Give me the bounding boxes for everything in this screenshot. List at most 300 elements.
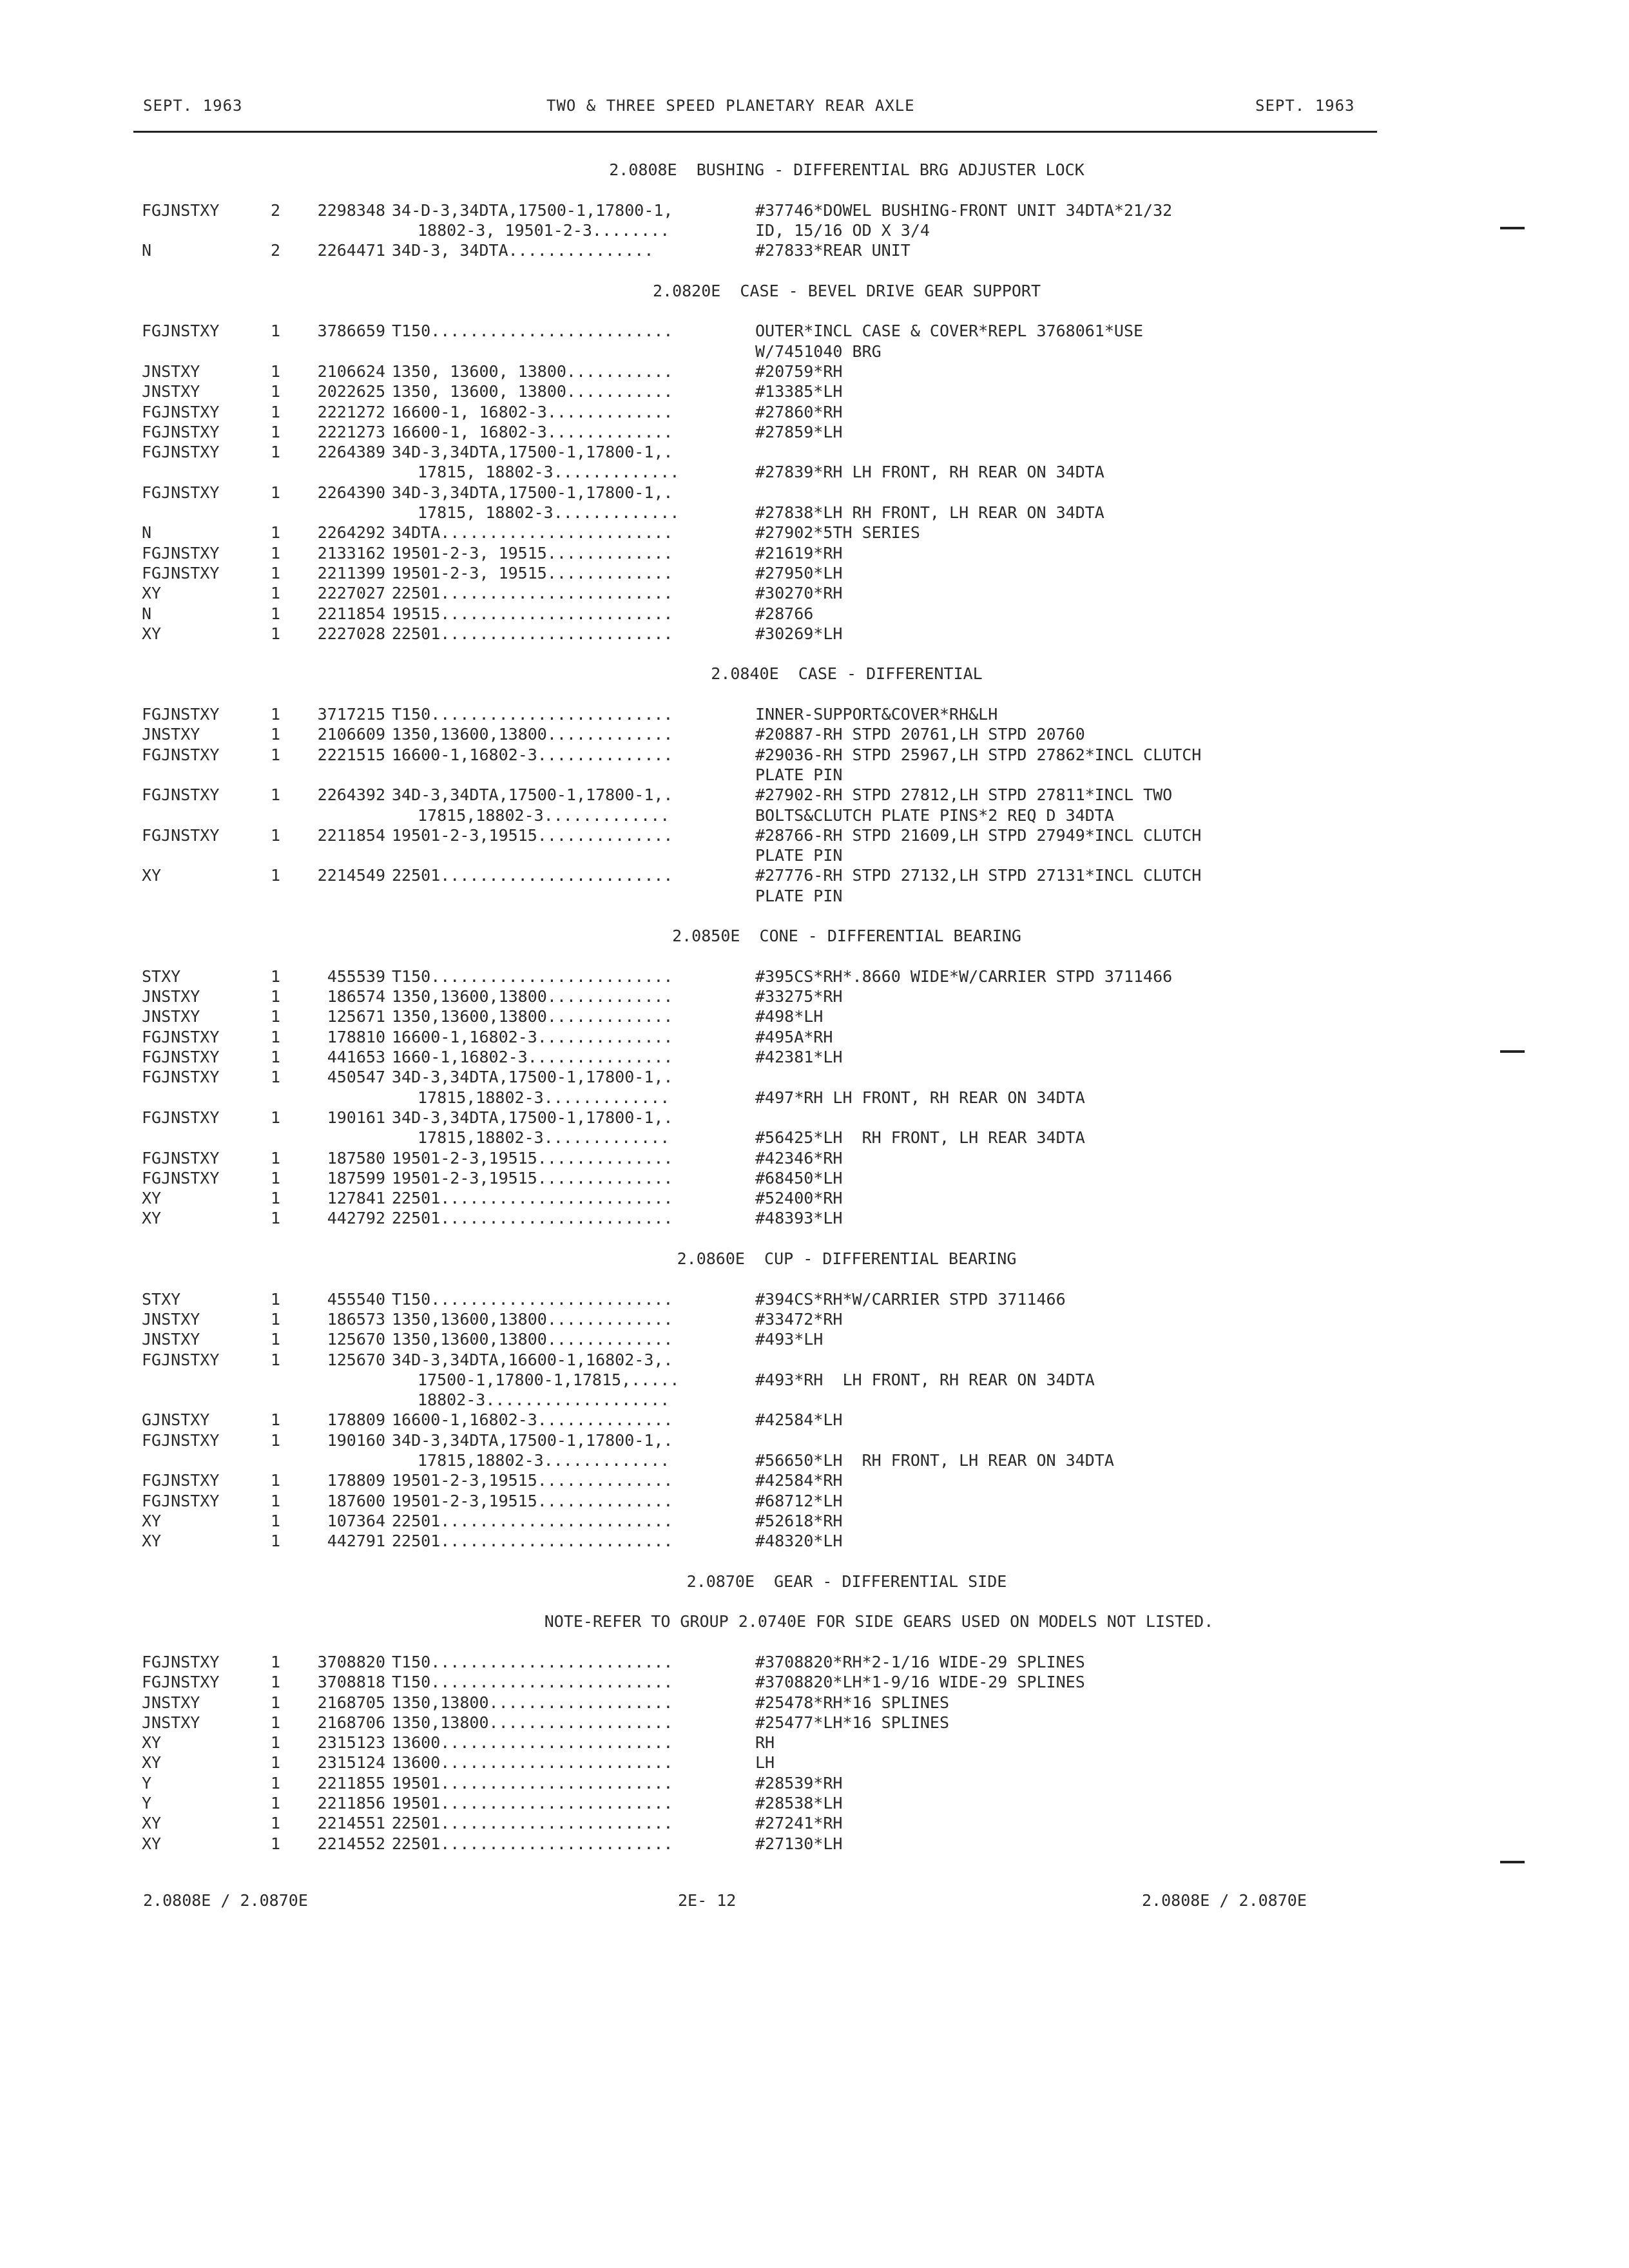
part-row — [0, 825, 1629, 845]
model-code: JNSTXY — [142, 1693, 200, 1712]
model-code: XY — [142, 624, 162, 643]
part-row — [0, 724, 1629, 744]
part-number: 2264392 — [317, 785, 385, 805]
description: #25478*RH*16 SPLINES — [755, 1693, 950, 1712]
description: #42346*RH — [755, 1148, 843, 1168]
part-number: 186574 — [327, 987, 385, 1006]
description: #33472*RH — [755, 1309, 843, 1329]
model-applicability: T150......................... — [392, 705, 673, 724]
part-row — [0, 745, 1629, 765]
part-number: 125670 — [327, 1330, 385, 1349]
model-code: XY — [142, 1834, 162, 1853]
model-applicability: 19515........................ — [392, 604, 673, 623]
quantity: 1 — [271, 1673, 281, 1692]
quantity: 1 — [271, 604, 281, 623]
model-applicability: 34D-3,34DTA,17500-1,17800-1,. — [392, 1430, 673, 1450]
description: #495A*RH — [755, 1027, 833, 1046]
description: #27859*LH — [755, 422, 843, 441]
part-row — [0, 1773, 1629, 1793]
part-number: 2106609 — [317, 725, 385, 744]
spacer — [0, 684, 1629, 704]
model-code: FGJNSTXY — [142, 322, 220, 341]
part-row — [0, 704, 1629, 724]
model-applicability: 34D-3,34DTA,17500-1,17800-1,. — [392, 443, 673, 462]
description: W/7451040 BRG — [755, 341, 882, 361]
model-applicability: 1350, 13600, 13800........... — [392, 361, 673, 381]
model-code: XY — [142, 1733, 162, 1753]
quantity: 1 — [271, 422, 281, 441]
quantity: 1 — [271, 1713, 281, 1732]
part-row — [0, 1067, 1629, 1087]
model-applicability: 34D-3, 34DTA............... — [392, 241, 654, 260]
model-applicability: 1350,13600,13800............. — [392, 725, 673, 744]
model-code: FGJNSTXY — [142, 1148, 220, 1168]
header-date-left: SEPT. 1963 — [143, 97, 243, 115]
description: ID, 15/16 OD X 3/4 — [755, 220, 930, 240]
section — [0, 1249, 1629, 1571]
spacer — [0, 180, 1629, 200]
part-number: 3708818 — [317, 1673, 385, 1692]
model-code: FGJNSTXY — [142, 1048, 220, 1067]
part-number: 455540 — [327, 1289, 385, 1309]
model-code: FGJNSTXY — [142, 563, 220, 582]
part-number: 190161 — [327, 1108, 385, 1127]
part-row — [0, 1108, 1629, 1128]
model-code: FGJNSTXY — [142, 1673, 220, 1692]
model-applicability: 1660-1,16802-3............... — [392, 1048, 673, 1067]
quantity: 1 — [271, 563, 281, 582]
model-applicability: 19501-2-3,19515.............. — [392, 1148, 673, 1168]
quantity: 1 — [271, 1733, 281, 1753]
part-number: 455539 — [327, 966, 385, 986]
model-applicability: 19501-2-3, 19515............. — [392, 543, 673, 562]
model-code: N — [142, 604, 152, 623]
quantity: 1 — [271, 443, 281, 462]
part-row — [0, 563, 1629, 583]
quantity: 1 — [271, 1511, 281, 1530]
part-row — [0, 442, 1629, 462]
quantity: 1 — [271, 1148, 281, 1168]
model-applicability: 1350,13600,13800............. — [392, 1309, 673, 1329]
model-applicability: 17500-1,17800-1,17815,..... — [418, 1370, 680, 1389]
header-rule — [133, 131, 1377, 133]
model-code: XY — [142, 1814, 162, 1833]
section — [0, 160, 1629, 281]
description: #20887-RH STPD 20761,LH STPD 20760 — [755, 725, 1085, 744]
header-date-right: SEPT. 1963 — [1255, 97, 1355, 115]
model-applicability: 17815,18802-3............. — [418, 1128, 670, 1148]
part-row — [0, 341, 1629, 361]
model-applicability: 17815,18802-3............. — [418, 805, 670, 825]
part-row — [0, 1047, 1629, 1067]
quantity: 1 — [271, 725, 281, 744]
description: #3708820*RH*2-1/16 WIDE-29 SPLINES — [755, 1652, 1085, 1671]
page-footer — [0, 1891, 1629, 1917]
part-row — [0, 1289, 1629, 1309]
spacer — [0, 1854, 1629, 1874]
quantity: 1 — [271, 745, 281, 764]
part-row — [0, 1733, 1629, 1753]
description: #30270*RH — [755, 584, 843, 603]
quantity: 2 — [271, 200, 281, 220]
part-row — [0, 1511, 1629, 1531]
description: #27902*5TH SERIES — [755, 523, 920, 543]
description: #52400*RH — [755, 1189, 843, 1208]
quantity: 2 — [271, 241, 281, 260]
part-number: 2022625 — [317, 382, 385, 401]
model-applicability: 34D-3,34DTA,17500-1,17800-1,. — [392, 1108, 673, 1127]
part-number: 2264389 — [317, 443, 385, 462]
quantity: 1 — [271, 1189, 281, 1208]
part-row — [0, 1027, 1629, 1047]
description: #28539*RH — [755, 1773, 843, 1792]
continuation-row — [0, 503, 1629, 523]
description: #395CS*RH*.8660 WIDE*W/CARRIER STPD 3711466 — [755, 966, 1173, 986]
model-applicability: 1350,13600,13800............. — [392, 1007, 673, 1026]
section — [0, 926, 1629, 1249]
part-row — [0, 785, 1629, 805]
quantity: 1 — [271, 543, 281, 562]
spacer — [0, 1551, 1629, 1571]
parts-listing — [0, 160, 1629, 1874]
quantity: 1 — [271, 1048, 281, 1067]
part-number: 2211854 — [317, 825, 385, 845]
section-title: 2.0850E CONE - DIFFERENTIAL BEARING — [672, 927, 1021, 946]
model-code: XY — [142, 866, 162, 885]
model-applicability: 13600........................ — [392, 1753, 673, 1773]
quantity: 1 — [271, 1773, 281, 1792]
description: #27833*REAR UNIT — [755, 241, 911, 260]
description: #28766 — [755, 604, 814, 623]
model-applicability: 19501-2-3,19515.............. — [392, 1471, 673, 1490]
model-code: FGJNSTXY — [142, 745, 220, 764]
section — [0, 1571, 1629, 1874]
quantity: 1 — [271, 361, 281, 381]
spacer — [0, 906, 1629, 926]
model-applicability: 1350, 13600, 13800........... — [392, 382, 673, 401]
part-row — [0, 523, 1629, 543]
part-number: 2264292 — [317, 523, 385, 543]
model-code: XY — [142, 1511, 162, 1530]
model-code: FGJNSTXY — [142, 543, 220, 562]
model-code: GJNSTXY — [142, 1410, 210, 1430]
part-row — [0, 1329, 1629, 1349]
part-number: 2214552 — [317, 1834, 385, 1853]
model-applicability: 19501-2-3,19515.............. — [392, 825, 673, 845]
part-row — [0, 1208, 1629, 1228]
model-code: FGJNSTXY — [142, 422, 220, 441]
part-number: 3786659 — [317, 322, 385, 341]
description: #29036-RH STPD 25967,LH STPD 27862*INCL CLUTCH — [755, 745, 1202, 764]
quantity: 1 — [271, 1007, 281, 1026]
model-code: STXY — [142, 966, 181, 986]
description: PLATE PIN — [755, 886, 843, 905]
model-applicability: 34-D-3,34DTA,17500-1,17800-1, — [392, 200, 673, 220]
part-row — [0, 1188, 1629, 1208]
model-code: JNSTXY — [142, 1713, 200, 1732]
model-applicability: 22501........................ — [392, 1209, 673, 1228]
description: #13385*LH — [755, 382, 843, 401]
model-applicability: 22501........................ — [392, 1189, 673, 1208]
part-number: 2211856 — [317, 1794, 385, 1813]
description: #27838*LH RH FRONT, LH REAR ON 34DTA — [755, 503, 1104, 523]
quantity: 1 — [271, 1753, 281, 1773]
part-row — [0, 1350, 1629, 1370]
quantity: 1 — [271, 1814, 281, 1833]
quantity: 1 — [271, 1532, 281, 1551]
part-number: 2168706 — [317, 1713, 385, 1732]
model-applicability: 34D-3,34DTA,17500-1,17800-1,. — [392, 483, 673, 502]
description: #27860*RH — [755, 402, 843, 421]
quantity: 1 — [271, 1693, 281, 1712]
part-row — [0, 1834, 1629, 1854]
quantity: 1 — [271, 402, 281, 421]
model-code: FGJNSTXY — [142, 1430, 220, 1450]
model-code: XY — [142, 1209, 162, 1228]
quantity: 1 — [271, 1471, 281, 1490]
model-applicability: 19501-2-3, 19515............. — [392, 563, 673, 582]
part-row — [0, 1491, 1629, 1511]
model-applicability: 18802-3, 19501-2-3........ — [418, 220, 670, 240]
model-applicability: T150......................... — [392, 966, 673, 986]
description: #27950*LH — [755, 563, 843, 582]
description: #27902-RH STPD 27812,LH STPD 27811*INCL TWO — [755, 785, 1173, 805]
part-number: 2211854 — [317, 604, 385, 623]
part-number: 2106624 — [317, 361, 385, 381]
continuation-row — [0, 220, 1629, 240]
part-row — [0, 321, 1629, 341]
description: #21619*RH — [755, 543, 843, 562]
model-applicability: 1350,13600,13800............. — [392, 1330, 673, 1349]
model-code: FGJNSTXY — [142, 825, 220, 845]
part-number: 2211855 — [317, 1773, 385, 1792]
model-code: N — [142, 241, 152, 260]
model-applicability: 16600-1, 16802-3............. — [392, 402, 673, 421]
part-row — [0, 402, 1629, 422]
description: OUTER*INCL CASE & COVER*REPL 3768061*USE — [755, 322, 1144, 341]
model-applicability: 1350,13800................... — [392, 1713, 673, 1732]
model-applicability: 22501........................ — [392, 1814, 673, 1833]
model-applicability: 19501-2-3,19515.............. — [392, 1491, 673, 1510]
model-applicability: 18802-3................... — [418, 1390, 670, 1410]
model-applicability: 19501-2-3,19515.............. — [392, 1168, 673, 1187]
spacer — [0, 260, 1629, 280]
part-number: 2221273 — [317, 422, 385, 441]
part-number: 187599 — [327, 1168, 385, 1187]
quantity: 1 — [271, 987, 281, 1006]
part-row — [0, 483, 1629, 503]
description: #52618*RH — [755, 1511, 843, 1530]
description: #48320*LH — [755, 1532, 843, 1551]
part-number: 178809 — [327, 1410, 385, 1430]
part-row — [0, 240, 1629, 260]
description: RH — [755, 1733, 775, 1753]
part-number: 2221515 — [317, 745, 385, 764]
model-code: FGJNSTXY — [142, 1168, 220, 1187]
model-code: FGJNSTXY — [142, 705, 220, 724]
spacer — [0, 644, 1629, 664]
model-applicability: 16600-1,16802-3.............. — [392, 1410, 673, 1430]
part-number: 2214551 — [317, 1814, 385, 1833]
model-code: FGJNSTXY — [142, 1652, 220, 1671]
model-code: FGJNSTXY — [142, 483, 220, 502]
part-row — [0, 361, 1629, 381]
part-row — [0, 1006, 1629, 1026]
page-header — [0, 97, 1629, 122]
continuation-row — [0, 1088, 1629, 1108]
model-applicability: 22501........................ — [392, 1511, 673, 1530]
part-number: 186573 — [327, 1309, 385, 1329]
model-applicability: 16600-1,16802-3.............. — [392, 1027, 673, 1046]
model-code: FGJNSTXY — [142, 1350, 220, 1369]
part-number: 2227027 — [317, 584, 385, 603]
part-number: 2211399 — [317, 563, 385, 582]
part-row — [0, 966, 1629, 986]
part-row — [0, 1168, 1629, 1188]
section-note: NOTE-REFER TO GROUP 2.0740E FOR SIDE GEARS USED ON MODELS NOT LISTED. — [544, 1612, 1214, 1631]
spacer — [0, 947, 1629, 966]
part-number: 178810 — [327, 1027, 385, 1046]
model-applicability: 13600........................ — [392, 1733, 673, 1753]
part-row — [0, 1470, 1629, 1490]
model-code: JNSTXY — [142, 1330, 200, 1349]
part-row — [0, 845, 1629, 865]
description: INNER-SUPPORT&COVER*RH&LH — [755, 705, 998, 724]
spacer — [0, 1632, 1629, 1652]
part-row — [0, 1672, 1629, 1692]
part-row — [0, 765, 1629, 785]
description: #42584*RH — [755, 1471, 843, 1490]
model-applicability: 34DTA........................ — [392, 523, 673, 543]
description: #33275*RH — [755, 987, 843, 1006]
margin-mark — [1500, 1861, 1525, 1863]
footer-page-number: 2E- 12 — [678, 1891, 737, 1910]
part-number: 442792 — [327, 1209, 385, 1228]
part-number: 2315124 — [317, 1753, 385, 1773]
model-applicability: 19501........................ — [392, 1794, 673, 1813]
part-row — [0, 381, 1629, 401]
section-title: 2.0808E BUSHING - DIFFERENTIAL BRG ADJUSTER LOCK — [609, 160, 1084, 179]
part-number: 442791 — [327, 1532, 385, 1551]
quantity: 1 — [271, 322, 281, 341]
part-number: 178809 — [327, 1471, 385, 1490]
margin-mark — [1500, 1050, 1525, 1053]
model-applicability: 34D-3,34DTA,16600-1,16802-3,. — [392, 1350, 673, 1369]
description: #493*RH LH FRONT, RH REAR ON 34DTA — [755, 1370, 1095, 1389]
model-applicability: T150......................... — [392, 1652, 673, 1671]
part-number: 2315123 — [317, 1733, 385, 1753]
section-title: 2.0870E GEAR - DIFFERENTIAL SIDE — [686, 1571, 1007, 1591]
part-row — [0, 422, 1629, 442]
model-code: XY — [142, 584, 162, 603]
continuation-row — [0, 1450, 1629, 1470]
spacer — [0, 1591, 1629, 1611]
model-code: FGJNSTXY — [142, 1108, 220, 1127]
description: #493*LH — [755, 1330, 824, 1349]
model-code: FGJNSTXY — [142, 1471, 220, 1490]
model-code: FGJNSTXY — [142, 200, 220, 220]
model-code: JNSTXY — [142, 382, 200, 401]
spacer — [0, 301, 1629, 321]
quantity: 1 — [271, 1309, 281, 1329]
model-code: FGJNSTXY — [142, 785, 220, 805]
description: #27839*RH LH FRONT, RH REAR ON 34DTA — [755, 463, 1104, 482]
quantity: 1 — [271, 1209, 281, 1228]
description: #30269*LH — [755, 624, 843, 643]
part-row — [0, 1148, 1629, 1168]
model-applicability: 17815,18802-3............. — [418, 1451, 670, 1470]
description: #25477*LH*16 SPLINES — [755, 1713, 950, 1732]
model-applicability: 22501........................ — [392, 584, 673, 603]
part-row — [0, 604, 1629, 624]
part-row — [0, 1652, 1629, 1672]
part-row — [0, 1309, 1629, 1329]
model-code: JNSTXY — [142, 1007, 200, 1026]
continuation-row — [0, 1370, 1629, 1390]
quantity: 1 — [271, 825, 281, 845]
part-number: 107364 — [327, 1511, 385, 1530]
part-row — [0, 1410, 1629, 1430]
part-row — [0, 986, 1629, 1006]
description: LH — [755, 1753, 775, 1773]
part-number: 2298348 — [317, 200, 385, 220]
continuation-row — [0, 1128, 1629, 1148]
model-code: JNSTXY — [142, 1309, 200, 1329]
model-applicability: T150......................... — [392, 1289, 673, 1309]
part-row — [0, 1531, 1629, 1551]
section-title: 2.0860E CUP - DIFFERENTIAL BEARING — [677, 1249, 1017, 1269]
model-code: JNSTXY — [142, 725, 200, 744]
description: #27776-RH STPD 27132,LH STPD 27131*INCL CLUTCH — [755, 866, 1202, 885]
continuation-row — [0, 805, 1629, 825]
part-number: 187600 — [327, 1491, 385, 1510]
model-applicability: T150......................... — [392, 322, 673, 341]
quantity: 1 — [271, 382, 281, 401]
quantity: 1 — [271, 1027, 281, 1046]
quantity: 1 — [271, 624, 281, 643]
quantity: 1 — [271, 584, 281, 603]
model-code: FGJNSTXY — [142, 1491, 220, 1510]
margin-mark — [1500, 227, 1525, 229]
model-code: FGJNSTXY — [142, 443, 220, 462]
part-number: 2214549 — [317, 866, 385, 885]
quantity: 1 — [271, 866, 281, 885]
part-row — [0, 200, 1629, 220]
model-applicability: 22501........................ — [392, 866, 673, 885]
description: #27241*RH — [755, 1814, 843, 1833]
quantity: 1 — [271, 1108, 281, 1127]
quantity: 1 — [271, 1652, 281, 1671]
model-applicability: 22501........................ — [392, 1834, 673, 1853]
model-applicability: 22501........................ — [392, 1532, 673, 1551]
quantity: 1 — [271, 966, 281, 986]
model-code: Y — [142, 1794, 152, 1813]
description: #56650*LH RH FRONT, LH REAR ON 34DTA — [755, 1451, 1114, 1470]
model-code: XY — [142, 1532, 162, 1551]
quantity: 1 — [271, 523, 281, 543]
description: #42584*LH — [755, 1410, 843, 1430]
part-number: 3708820 — [317, 1652, 385, 1671]
footer-group-left: 2.0808E / 2.0870E — [143, 1891, 308, 1910]
part-row — [0, 1813, 1629, 1833]
quantity: 1 — [271, 1491, 281, 1510]
quantity: 1 — [271, 1834, 281, 1853]
model-code: XY — [142, 1189, 162, 1208]
part-row — [0, 1693, 1629, 1713]
part-number: 2264390 — [317, 483, 385, 502]
quantity: 1 — [271, 1330, 281, 1349]
part-row — [0, 1753, 1629, 1773]
